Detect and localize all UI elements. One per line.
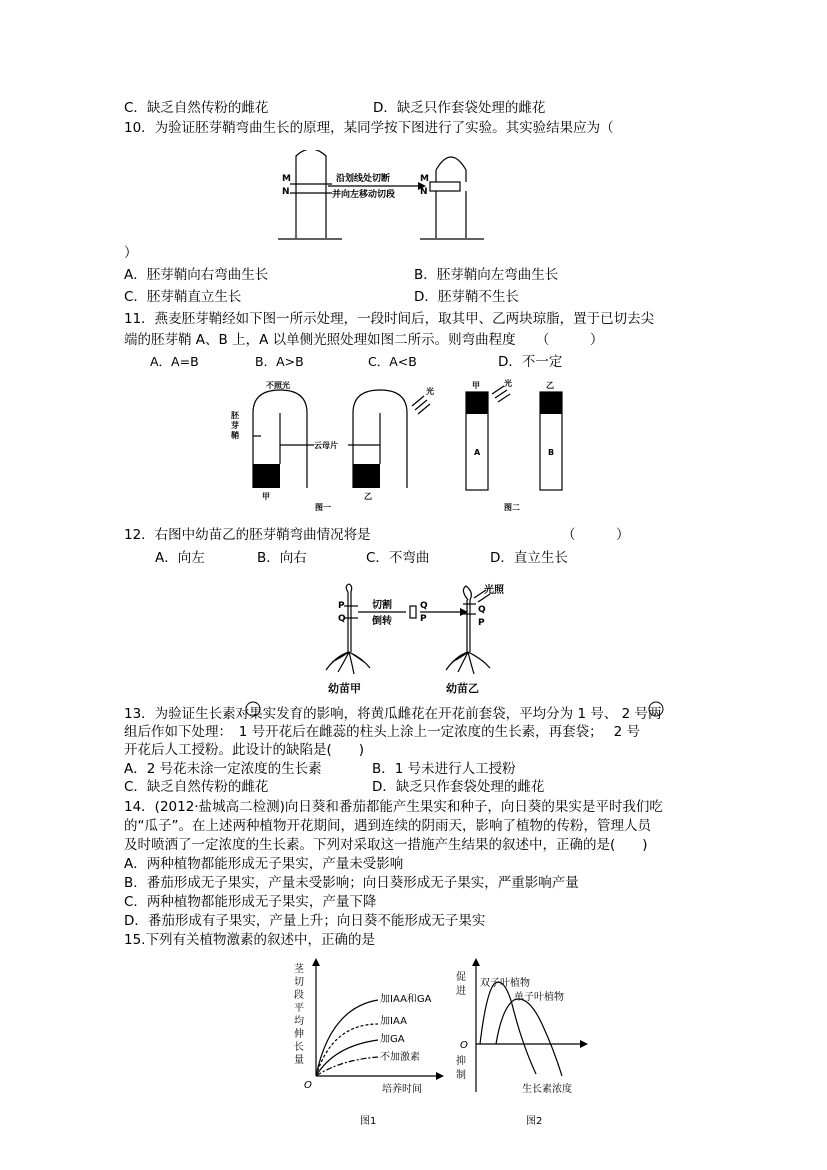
q10-label-n2: N (420, 187, 428, 197)
fig1-ylabel-5: 均 (294, 1016, 304, 1027)
q12-option-d: D．直立生长 (490, 550, 568, 566)
circle-mark-icon (244, 700, 264, 720)
fig1-ylabel-3: 段 (294, 990, 304, 1001)
q12-label-p3: P (478, 618, 485, 628)
fig2-inhibit-2: 制 (456, 1070, 466, 1081)
q12-seedling-a-label: 幼苗甲 (328, 682, 361, 695)
q11-option-a: A．A=B (150, 354, 199, 369)
q11-option-c: C．A<B (368, 354, 417, 369)
q9-option-c: C．缺乏自然传粉的雌花 (124, 100, 269, 116)
q10-option-d: D．胚芽鞘不生长 (414, 289, 519, 305)
q12-label-p2: P (420, 614, 427, 624)
q11-light-label: 光 (426, 387, 434, 396)
fig2-promote-2: 进 (456, 986, 466, 997)
q11-coleoptile-2: 芽 (231, 421, 239, 430)
fig1-ylabel-1: 茎 (294, 964, 304, 975)
q10-stem: 10．为验证胚芽鞘弯曲生长的原理，某同学按下图进行了实验。其实验结果应为（ (124, 120, 614, 136)
q9-option-d: D．缺乏只作套袋处理的雌花 (373, 100, 546, 116)
q10-option-a: A．胚芽鞘向右弯曲生长 (124, 267, 269, 283)
q11-stem-line2: 端的胚芽鞘 A、B 上，A 以单侧光照处理如图二所示。则弯曲程度 （ ） (124, 332, 604, 348)
fig1-series-ga: 加GA (380, 1034, 405, 1045)
q12-invert-label: 倒转 (372, 616, 392, 627)
fig2-monocot-label: 单子叶植物 (514, 992, 564, 1003)
q14-stem-line1: 14．(2012·盐城高二检测)向日葵和番茄都能产生果实和种子，向日葵的果实是平时我们吃 (124, 799, 663, 815)
q13-stem-line3: 开花后人工授粉。此设计的缺陷是( ) (124, 742, 365, 758)
q13-option-d: D．缺乏只作套袋处理的雌花 (372, 779, 545, 795)
q14-option-a: A．两种植物都能形成无子果实，产量未受影响 (124, 856, 404, 872)
fig1-xlabel: 培养时间 (382, 1084, 422, 1095)
q13-option-b: B．1 号未进行人工授粉 (372, 761, 516, 777)
q11-stem-line1: 11．燕麦胚芽鞘经如下图一所示处理，一段时间后，取其甲、乙两块琼脂，置于已切去尖 (124, 311, 655, 327)
q12-seedling-b-label: 幼苗乙 (446, 682, 479, 695)
fig1-series-iaa: 加IAA (380, 1016, 407, 1027)
q12-stem: 12．右图中幼苗乙的胚芽鞘弯曲情况将是 (124, 527, 371, 543)
fig1-ylabel-4: 平 (294, 1003, 304, 1014)
q13-option-a: A．2 号花未涂一定浓度的生长素 (124, 761, 322, 777)
fig2-caption: 图2 (526, 1116, 543, 1127)
q11-yi-label: 乙 (364, 492, 372, 501)
q10-label-m2: M (420, 174, 429, 184)
q11-light2-label: 光 (504, 379, 512, 388)
fig1-series-iaa-ga: 加IAA和GA (380, 994, 432, 1005)
q11-figure (228, 378, 584, 514)
q10-option-b: B．胚芽鞘向左弯曲生长 (414, 267, 559, 283)
q11-fig2-caption: 图二 (504, 503, 520, 512)
fig1-ylabel-2: 切 (294, 977, 304, 988)
q10-label-n: N (282, 187, 290, 197)
q15-figure-1 (290, 954, 450, 1130)
q12-option-c: C．不弯曲 (366, 550, 430, 566)
q14-stem-line3: 及时喷洒了一定浓度的生长素。下列对采取这一措施产生结果的叙述中，正确的是( ) (124, 837, 648, 853)
q11-jia-label: 甲 (262, 492, 270, 501)
q11-yi2-label: 乙 (546, 381, 554, 390)
q13-stem-line1: 13．为验证生长素对果实发育的影响，将黄瓜雌花在开花前套袋，平均分为 1 号、 2 号两 (124, 706, 662, 722)
q14-option-d: D．番茄形成有子果实，产量上升；向日葵不能形成无子果实 (124, 913, 486, 929)
fig1-caption: 图1 (360, 1116, 377, 1127)
q10-arrow-bottom: 并向左移动切段 (332, 190, 396, 200)
q12-figure (318, 580, 528, 696)
q12-option-a: A．向左 (155, 550, 205, 566)
circle-mark-icon (647, 700, 667, 720)
q12-label-q3: Q (478, 605, 486, 615)
q11-option-b: B．A>B (255, 354, 304, 369)
q12-label-p: P (338, 601, 345, 611)
q14-option-c: C．两种植物都能形成无子果实，产量下降 (124, 894, 377, 910)
q11-coleoptile-3: 鞘 (231, 431, 239, 440)
q10-close-paren: ） (124, 245, 138, 261)
fig1-series-none: 不加激素 (380, 1052, 420, 1063)
fig1-origin: O (304, 1080, 312, 1091)
fig1-ylabel-6: 伸 (294, 1029, 304, 1040)
q10-figure (270, 150, 496, 244)
q12-answer-paren: （ ） (562, 527, 630, 543)
fig2-dicot-label: 双子叶植物 (480, 978, 530, 989)
q12-option-b: B．向右 (257, 550, 307, 566)
q11-tube-b-label: B (548, 448, 555, 457)
q11-tube-a-label: A (474, 448, 481, 457)
fig2-origin: O (460, 1040, 468, 1051)
fig2-promote-1: 促 (456, 972, 466, 983)
q15-stem: 15.下列有关植物激素的叙述中，正确的是 (124, 932, 375, 948)
q10-arrow-top: 沿划线处切断 (336, 174, 391, 184)
q14-option-b: B．番茄形成无子果实，产量未受影响；向日葵形成无子果实，严重影响产量 (124, 875, 579, 891)
q11-no-light-label: 不照光 (266, 381, 290, 390)
q13-stem-line2: 组后作如下处理： 1 号开花后在雌蕊的柱头上涂上一定浓度的生长素，再套袋； 2 号 (124, 724, 641, 740)
q13-option-c: C．缺乏自然传粉的雌花 (124, 779, 269, 795)
q11-jia2-label: 甲 (472, 381, 480, 390)
q12-cut-label: 切割 (372, 600, 392, 611)
fig1-ylabel-8: 量 (294, 1055, 304, 1066)
q10-option-c: C．胚芽鞘直立生长 (124, 289, 242, 305)
q15-figure-2 (450, 954, 590, 1130)
q11-fig1-caption: 图一 (315, 503, 331, 512)
fig2-xlabel: 生长素浓度 (522, 1084, 572, 1095)
q12-label-q: Q (338, 614, 346, 624)
q12-label-q2: Q (420, 601, 428, 611)
fig1-ylabel-7: 长 (294, 1042, 304, 1053)
q10-label-m: M (282, 174, 291, 184)
q11-option-d: D．不一定 (498, 354, 563, 370)
q11-mica-label: 云母片 (314, 441, 338, 450)
fig2-inhibit-1: 抑 (456, 1056, 466, 1067)
q12-light-label: 光照 (484, 585, 504, 596)
q11-coleoptile-1: 胚 (231, 411, 239, 420)
q14-stem-line2: 的“瓜子”。在上述两种植物开花期间，遇到连续的阴雨天，影响了植物的传粉，管理人员 (124, 818, 651, 834)
